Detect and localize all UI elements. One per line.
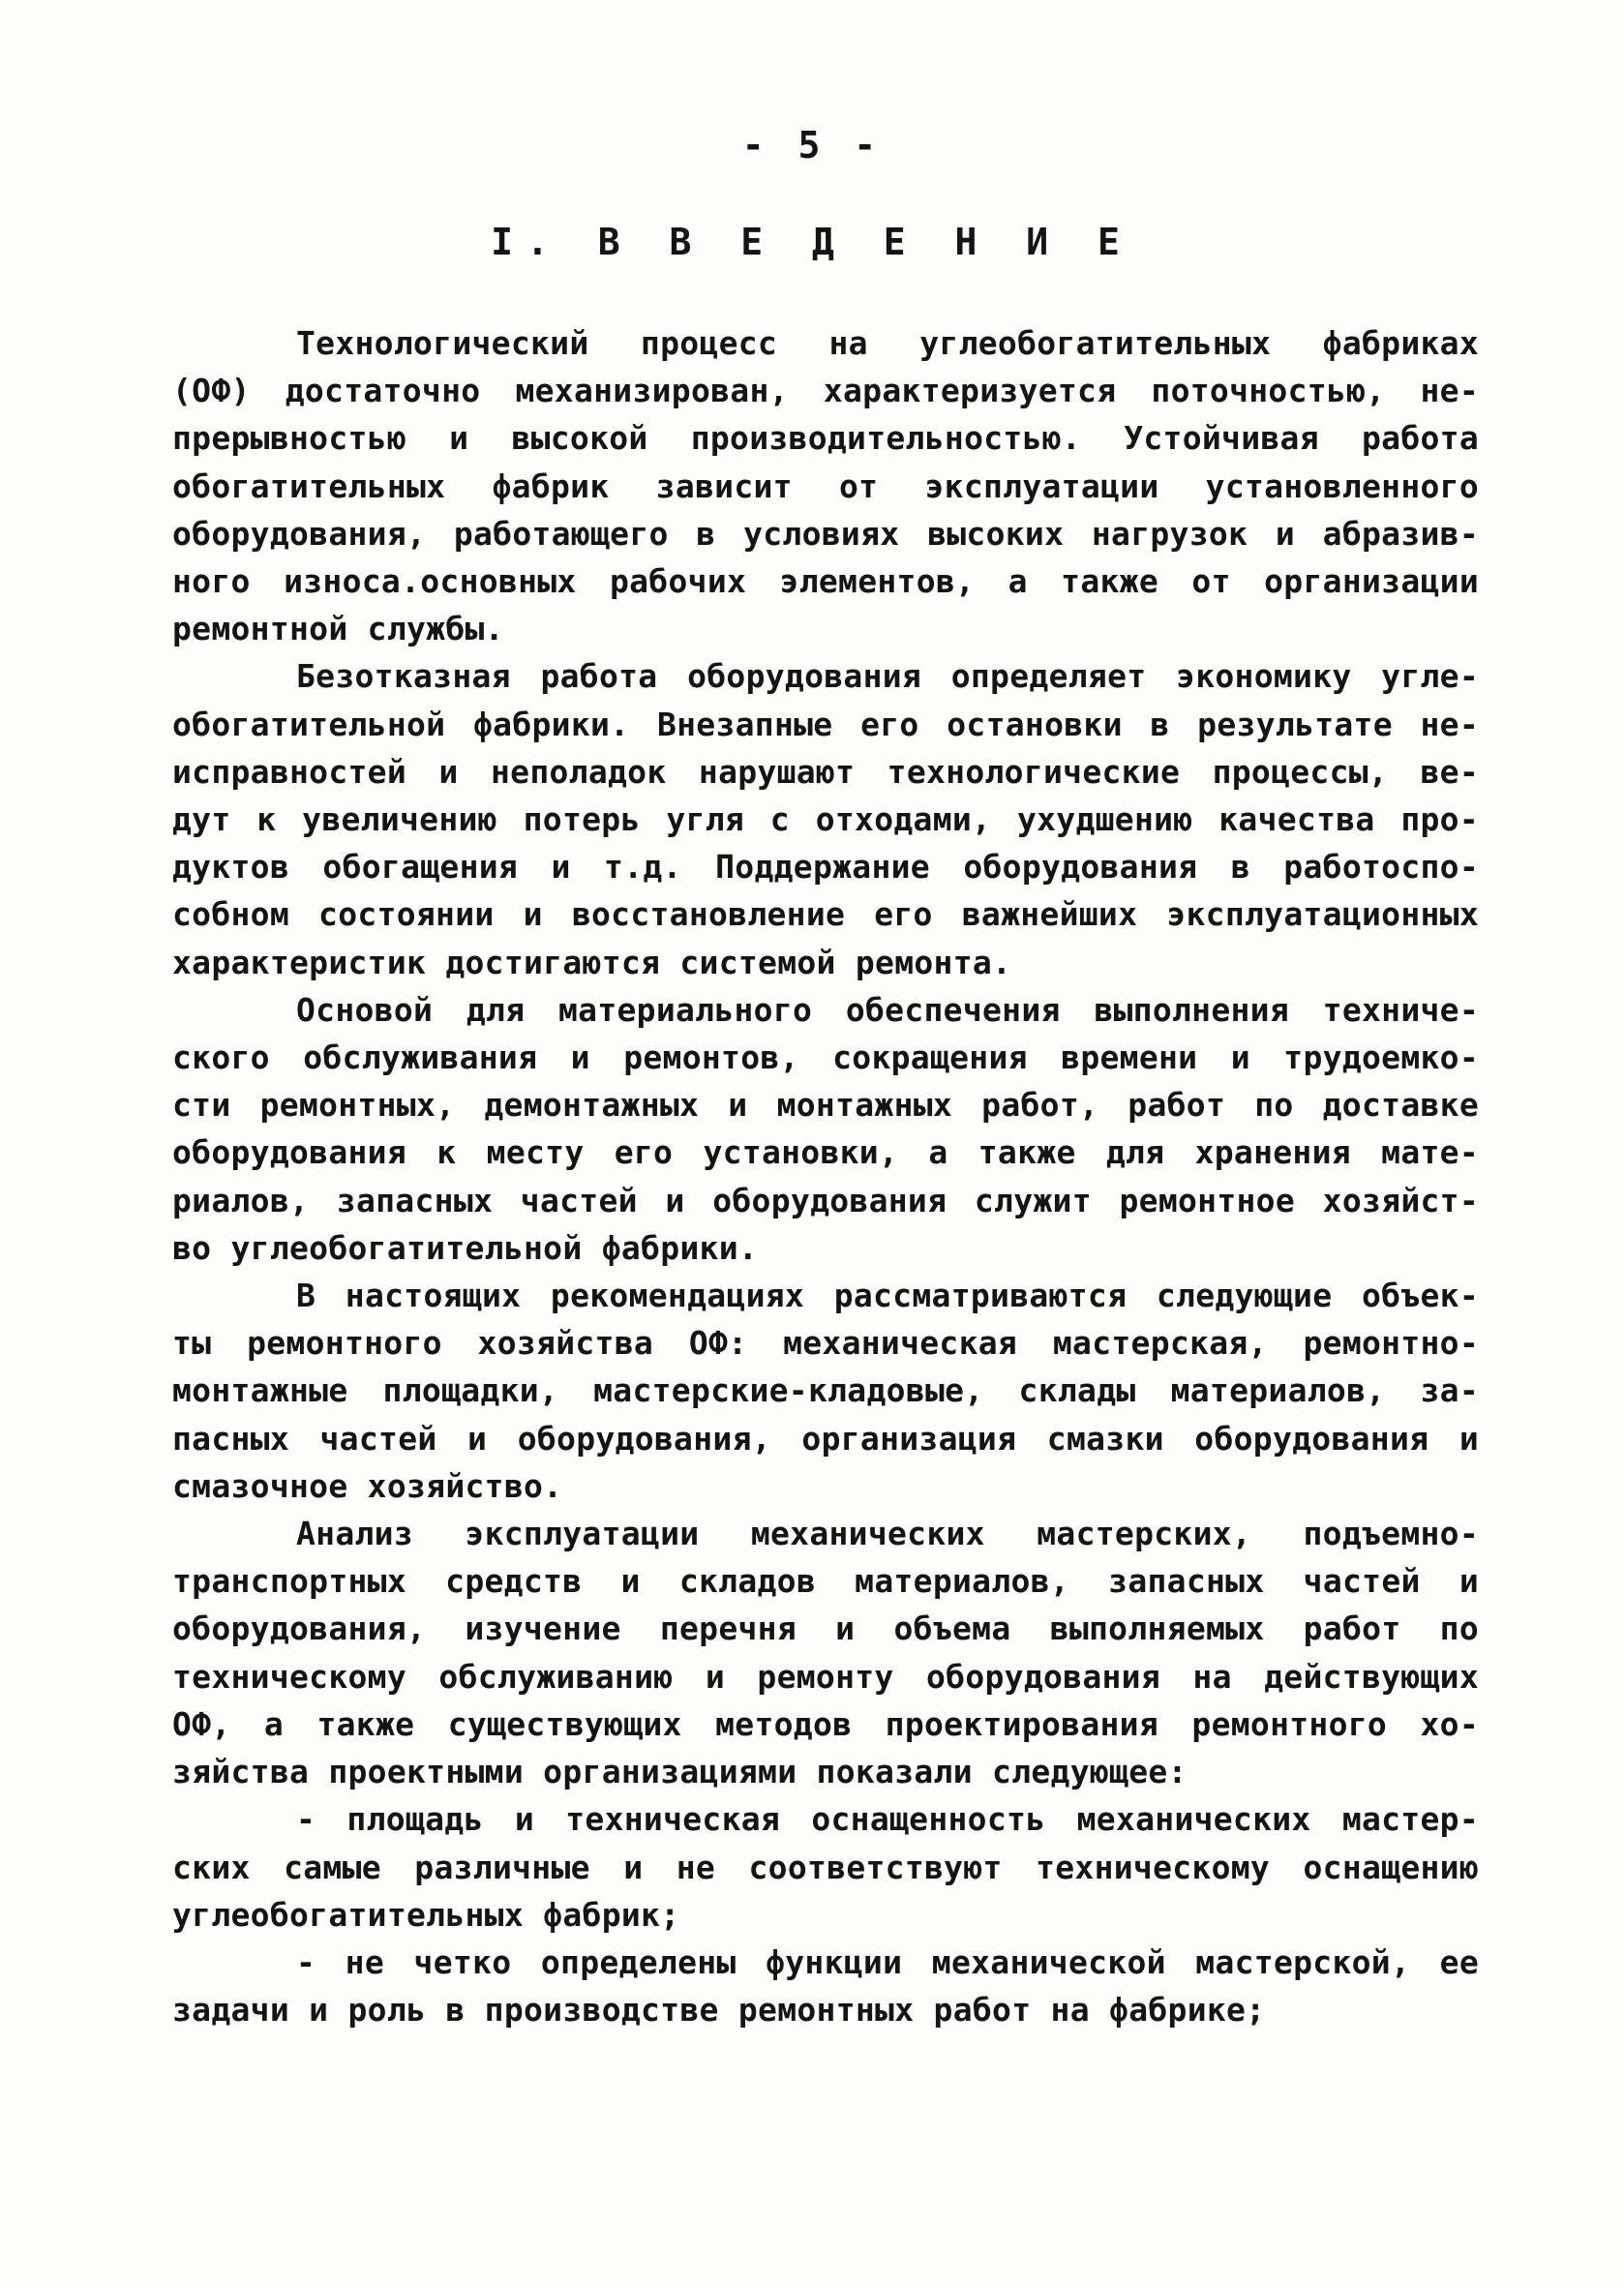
text-line: техническому обслуживанию и ремонту оборудования на действующих <box>172 1657 1479 1696</box>
text-line: характеристик достигаются системой ремонта. <box>172 943 1012 981</box>
text-line: исправностей и неполадок нарушают технологические процессы, ве- <box>172 752 1479 791</box>
text-line: В настоящих рекомендациях рассматриваются следующие объек- <box>296 1277 1479 1315</box>
text-line: ремонтной службы. <box>172 610 504 648</box>
text-line: ского обслуживания и ремонтов, сокращения времени и трудоемко- <box>172 1038 1479 1077</box>
text-line: ских самые различные и не соответствуют техническому оснащению <box>172 1848 1479 1886</box>
text-line: пасных частей и оборудования, организация смазки оборудования и <box>172 1419 1479 1458</box>
text-line: во углеобогатительной фабрики. <box>172 1228 759 1267</box>
text-line: - не четко определены функции механической мастерской, ее <box>296 1942 1479 1981</box>
text-line: собном состоянии и восстановление его важнейших эксплуатационных <box>172 895 1479 934</box>
text-line: оборудования к месту его установки, а также для хранения мате- <box>172 1133 1479 1172</box>
text-line: монтажные площадки, мастерские-кладовые, склады материалов, за- <box>172 1371 1479 1410</box>
list-item-2 <box>172 1939 1479 2033</box>
text-line: оборудования, изучение перечня и объема выполняемых работ по <box>172 1609 1479 1648</box>
paragraph-4 <box>172 1272 1479 1510</box>
text-line: Анализ эксплуатации механических мастерских, подъемно- <box>296 1515 1479 1553</box>
paragraph-1 <box>172 319 1479 652</box>
text-line: Основой для материального обеспечения выполнения техниче- <box>296 990 1479 1029</box>
text-line: Безотказная работа оборудования определяет экономику угле- <box>296 657 1479 696</box>
text-line: дут к увеличению потерь угля с отходами, ухудшению качества про- <box>172 800 1479 839</box>
text-line: зяйства проектными организациями показали следующее: <box>172 1753 1188 1791</box>
paragraph-3 <box>172 986 1479 1272</box>
section-title: I. В В Е Д Е Н И Е <box>491 221 1133 263</box>
paragraph-5 <box>172 1510 1479 1795</box>
text-line: транспортных средств и складов материалов, запасных частей и <box>172 1562 1479 1601</box>
list-item-1 <box>172 1795 1479 1939</box>
text-line: прерывностью и высокой производительностью. Устойчивая работа <box>172 419 1479 458</box>
text-line: смазочное хозяйство. <box>172 1466 563 1505</box>
text-line: (ОФ) достаточно механизирован, характеризуется поточностью, не- <box>172 372 1479 410</box>
paragraph-2 <box>172 652 1479 985</box>
text-line: обогатительных фабрик зависит от эксплуатации установленного <box>172 466 1479 505</box>
text-line: сти ремонтных, демонтажных и монтажных работ, работ по доставке <box>172 1086 1479 1125</box>
text-line: ОФ, а также существующих методов проектирования ремонтного хо- <box>172 1704 1479 1743</box>
page-number: - 5 - <box>741 124 883 166</box>
text-line: оборудования, работающего в условиях высоких нагрузок и абразив- <box>172 514 1479 553</box>
text-line: Технологический процесс на углеобогатительных фабриках <box>296 324 1479 362</box>
text-line: дуктов обогащения и т.д. Поддержание оборудования в работоспо- <box>172 848 1479 887</box>
body-text <box>172 319 1479 2033</box>
text-line: обогатительной фабрики. Внезапные его остановки в результате не- <box>172 705 1479 743</box>
text-line: риалов, запасных частей и оборудования служит ремонтное хозяйст- <box>172 1181 1479 1219</box>
text-line: ного износа.основных рабочих элементов, а также от организации <box>172 562 1479 601</box>
text-line: задачи и роль в производстве ремонтных работ на фабрике; <box>172 1991 1266 2030</box>
text-line: углеобогатительных фабрик; <box>172 1895 680 1934</box>
text-line: - площадь и техническая оснащенность механических мастер- <box>296 1800 1479 1839</box>
text-line: ты ремонтного хозяйства ОФ: механическая мастерская, ремонтно- <box>172 1324 1479 1363</box>
